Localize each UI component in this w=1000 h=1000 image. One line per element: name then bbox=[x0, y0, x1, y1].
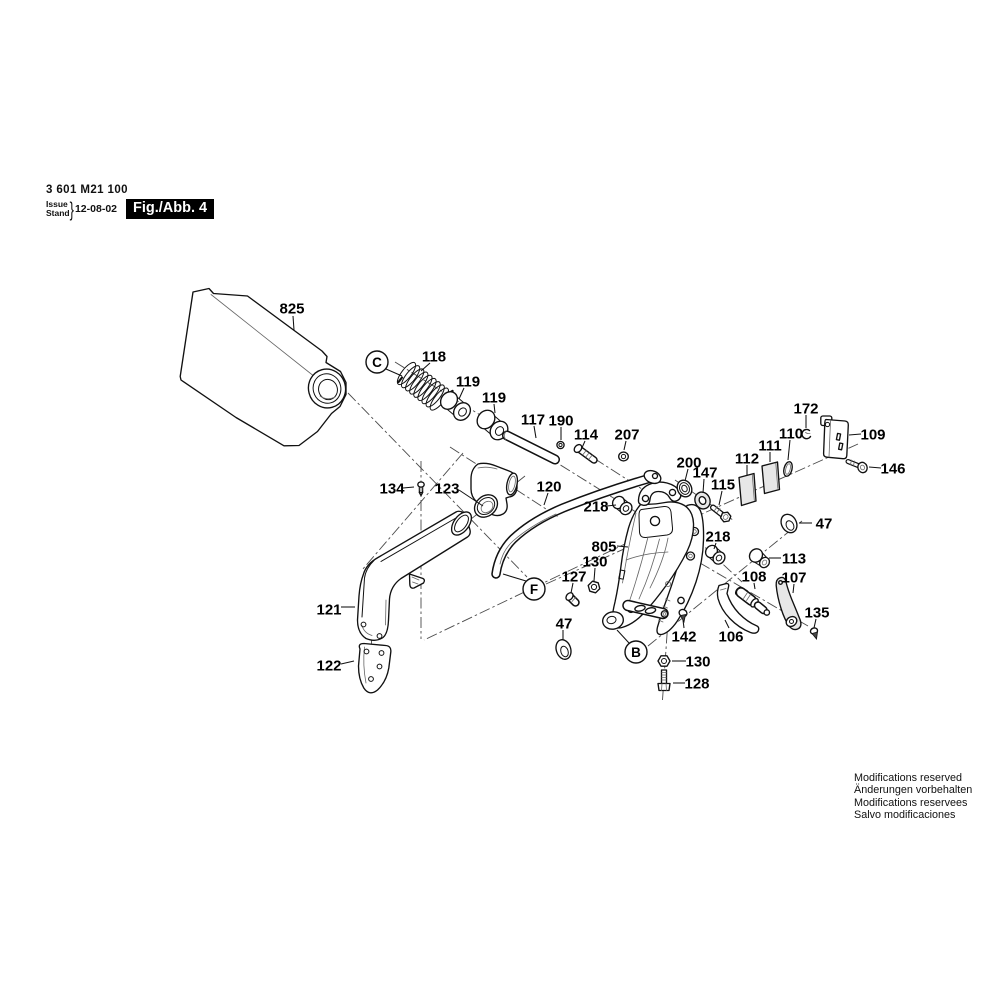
callout-134: 134 bbox=[379, 480, 405, 498]
callout-118: 118 bbox=[421, 348, 447, 366]
callout-123: 123 bbox=[434, 480, 460, 498]
callout-leader-122 bbox=[341, 661, 354, 664]
part-47-washer bbox=[778, 512, 800, 536]
callout-108: 108 bbox=[741, 568, 767, 586]
part-127-screw bbox=[565, 591, 576, 602]
callout-218: 218 bbox=[583, 498, 609, 516]
part-115-screw bbox=[713, 507, 731, 522]
callout-119: 119 bbox=[481, 389, 507, 407]
part-825-dust-cover bbox=[180, 289, 350, 446]
callout-147: 147 bbox=[692, 464, 718, 482]
callout-109: 109 bbox=[860, 426, 886, 444]
type-number: 3 601 M21 100 bbox=[46, 184, 128, 196]
part-190-washer bbox=[557, 441, 564, 448]
part-47-washer bbox=[554, 638, 574, 661]
part-123-elbow bbox=[470, 463, 519, 521]
callout-135: 135 bbox=[804, 604, 830, 622]
part-113-bushing bbox=[747, 546, 772, 569]
part-134-screw bbox=[418, 482, 424, 496]
callout-112: 112 bbox=[734, 450, 760, 468]
callout-120: 120 bbox=[536, 478, 562, 496]
callout-122: 122 bbox=[316, 657, 342, 675]
callout-200: 200 bbox=[676, 454, 702, 472]
callout-115: 115 bbox=[710, 476, 736, 494]
part-112-plate bbox=[739, 474, 756, 506]
part-117-pin bbox=[504, 432, 555, 460]
part-109-bracket bbox=[821, 416, 849, 459]
callout-130: 130 bbox=[685, 653, 711, 671]
callout-leader-110 bbox=[788, 440, 790, 460]
callout-207: 207 bbox=[614, 426, 640, 444]
callout-106: 106 bbox=[718, 628, 744, 646]
part-172-clip bbox=[802, 429, 811, 438]
callout-146: 146 bbox=[880, 460, 906, 478]
callout-127: 127 bbox=[561, 568, 587, 586]
callout-leader-134 bbox=[403, 487, 414, 488]
part-122-guard-plate bbox=[359, 644, 391, 693]
callout-leader-825 bbox=[293, 316, 294, 330]
part-121-chute bbox=[358, 508, 476, 640]
callout-leader-106 bbox=[725, 620, 729, 628]
issue-label: Issue bbox=[46, 199, 68, 209]
callout-107: 107 bbox=[781, 569, 807, 587]
detail-marker-leader-C bbox=[386, 369, 402, 376]
detail-marker-leader-B bbox=[617, 630, 629, 643]
notice-line: Modifications reservees bbox=[854, 796, 968, 809]
callout-111: 111 bbox=[758, 437, 782, 455]
callout-114: 114 bbox=[573, 426, 599, 444]
figure-number-badge: Fig./Abb. 4 bbox=[126, 199, 214, 219]
notice-line: Modifications reserved bbox=[854, 772, 963, 784]
brace-glyph: } bbox=[69, 197, 74, 221]
issue-date: 12-08-02 bbox=[74, 203, 117, 215]
callout-47: 47 bbox=[555, 615, 573, 633]
callout-110: 110 bbox=[778, 425, 804, 443]
part-135-screw bbox=[810, 627, 819, 639]
callout-172: 172 bbox=[793, 400, 819, 418]
detail-marker-C: C bbox=[372, 354, 382, 370]
callout-47: 47 bbox=[815, 515, 833, 533]
callout-leader-146 bbox=[869, 467, 881, 468]
part-128-bolt bbox=[658, 670, 670, 691]
callout-119: 119 bbox=[455, 373, 481, 391]
callout-805: 805 bbox=[591, 538, 617, 556]
callout-218: 218 bbox=[705, 528, 731, 546]
detail-marker-leader-F bbox=[503, 574, 526, 581]
callout-130: 130 bbox=[582, 553, 608, 571]
modification-notices bbox=[854, 772, 972, 822]
callout-142: 142 bbox=[671, 628, 697, 646]
notice-line: Änderungen vorbehalten bbox=[854, 784, 973, 797]
callout-121: 121 bbox=[316, 601, 342, 619]
callout-190: 190 bbox=[548, 412, 574, 430]
notice-line: Salvo modificaciones bbox=[854, 809, 956, 822]
part-110-plate bbox=[782, 461, 793, 477]
callout-113: 113 bbox=[781, 550, 807, 568]
detail-marker-B: B bbox=[631, 644, 641, 660]
callout-128: 128 bbox=[684, 675, 710, 693]
part-130-nut bbox=[658, 656, 670, 666]
detail-marker-F: F bbox=[529, 581, 539, 597]
part-207-nut bbox=[619, 452, 629, 461]
callout-117: 117 bbox=[520, 411, 546, 429]
part-130-nut bbox=[588, 581, 600, 593]
callout-leader-109 bbox=[849, 434, 861, 435]
part-111-plate bbox=[762, 462, 780, 494]
part-146-screw bbox=[848, 460, 869, 474]
callout-825: 825 bbox=[279, 300, 305, 318]
stand-label: Stand bbox=[46, 208, 70, 218]
